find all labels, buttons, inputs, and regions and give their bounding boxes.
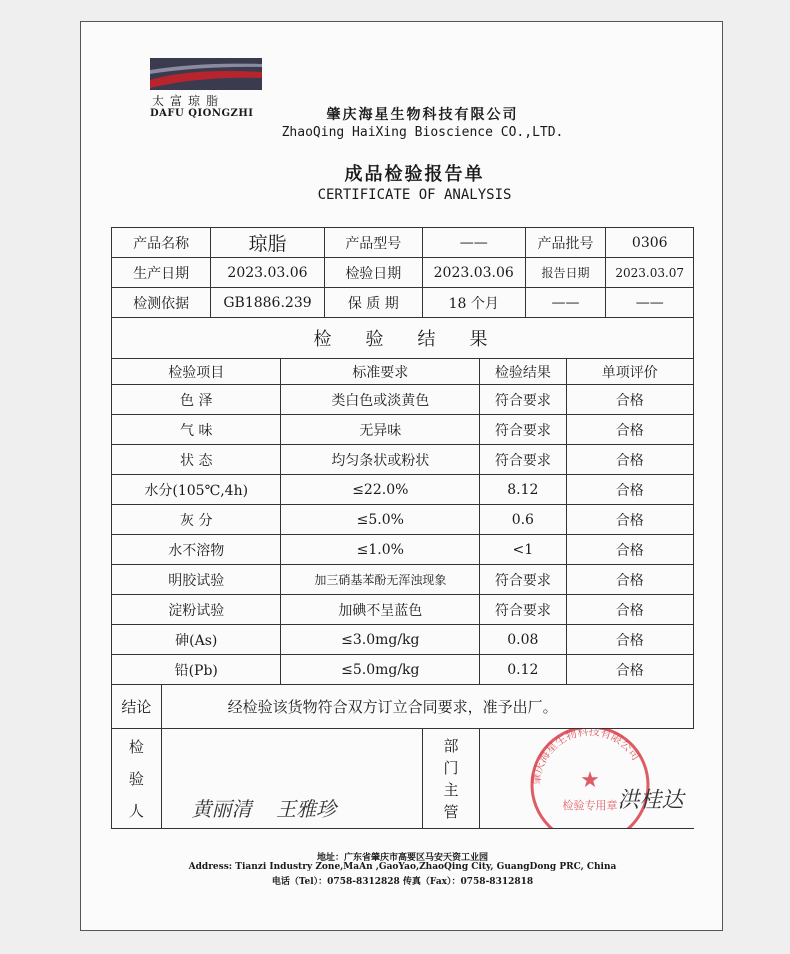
header-evaluation: 单项评价 (566, 359, 693, 385)
row-result: 符合要求 (480, 385, 566, 415)
model-value: —— (422, 228, 525, 258)
dept-label-char: 部 (443, 737, 459, 755)
stamp-text: 肇庆海星生物科技有限公司 (529, 725, 643, 786)
row-standard: ≤5.0mg/kg (281, 655, 480, 685)
row-item: 铅(Pb) (112, 655, 281, 685)
header-item: 检验项目 (112, 359, 281, 385)
dept-label-char: 主 (443, 781, 459, 799)
row-standard: 加三硝基苯酚无浑浊现象 (281, 565, 480, 595)
report-title-en: CERTIFICATE OF ANALYSIS (317, 187, 512, 203)
row-evaluation: 合格 (566, 565, 693, 595)
row-item: 水分(105℃,4h) (112, 475, 281, 505)
dept-label-char: 管 (443, 803, 459, 821)
signature-row (112, 729, 694, 829)
table-row (112, 385, 694, 415)
info-row-1 (112, 228, 694, 258)
row-standard: ≤22.0% (281, 475, 480, 505)
footer-address-cn: 地址：广东省肇庆市高要区马安天资工业园 (316, 853, 488, 863)
inspector-signature-2: 王雅珍 (276, 797, 337, 821)
table-row (112, 595, 694, 625)
test-date-value: 2023.03.06 (422, 258, 525, 288)
row-item: 灰 分 (112, 505, 281, 535)
prod-date-label: 生产日期 (112, 258, 211, 288)
conclusion-row (112, 685, 694, 729)
row-standard: ≤5.0% (281, 505, 480, 535)
table-row (112, 565, 694, 595)
batch-value: 0306 (606, 228, 694, 258)
stamp-subtext: 检验专用章 (562, 799, 618, 812)
certificate-paper (80, 21, 723, 931)
row-result: 符合要求 (480, 595, 566, 625)
table-row (112, 625, 694, 655)
footer-address-en: Address: Tianzi Industry Zone,MaAn ,GaoYao,ZhaoQing City, GuangDong PRC, China (188, 862, 617, 872)
shelf-label: 保 质 期 (324, 288, 422, 318)
row-item: 状 态 (112, 445, 281, 475)
blank-cell-1: —— (525, 288, 606, 318)
row-standard: ≤1.0% (281, 535, 480, 565)
analysis-table (111, 227, 694, 829)
row-result: 0.12 (480, 655, 566, 685)
row-item: 淀粉试验 (112, 595, 281, 625)
row-evaluation: 合格 (566, 445, 693, 475)
row-evaluation: 合格 (566, 415, 693, 445)
blank-cell-2: —— (606, 288, 694, 318)
dept-label (422, 729, 479, 829)
logo-graphic (150, 58, 262, 90)
conclusion-text: 经检验该货物符合双方订立合同要求，准予出厂。 (161, 685, 693, 729)
row-standard: 均匀条状或粉状 (281, 445, 480, 475)
info-row-2 (112, 258, 694, 288)
row-result: <1 (480, 535, 566, 565)
table-row (112, 655, 694, 685)
info-row-3 (112, 288, 694, 318)
row-item: 水不溶物 (112, 535, 281, 565)
row-standard: 类白色或淡黄色 (281, 385, 480, 415)
logo-en-text: DAFU QIONGZHI (150, 108, 254, 119)
footer-contact: 电话（Tel）：0758-8312828 传真（Fax）：0758-8312818 (271, 877, 534, 887)
table-row (112, 505, 694, 535)
dept-label-char: 门 (443, 759, 459, 777)
inspector-signature-1: 黄丽清 (191, 797, 252, 821)
product-name-value: 琼脂 (211, 228, 324, 258)
test-date-label: 检验日期 (324, 258, 422, 288)
row-result: 符合要求 (480, 445, 566, 475)
inspector-label (112, 729, 162, 829)
row-evaluation: 合格 (566, 475, 693, 505)
basis-value: GB1886.239 (211, 288, 324, 318)
report-date-label: 报告日期 (525, 258, 606, 288)
shelf-value: 18 个月 (422, 288, 525, 318)
model-label: 产品型号 (324, 228, 422, 258)
svg-text:★: ★ (580, 768, 601, 793)
results-header-row (112, 359, 694, 385)
table-row (112, 445, 694, 475)
row-evaluation: 合格 (566, 655, 693, 685)
results-title: 检验结果 (112, 318, 694, 359)
row-item: 气 味 (112, 415, 281, 445)
row-result: 符合要求 (480, 415, 566, 445)
row-standard: 无异味 (281, 415, 480, 445)
logo-cn-text: 太富琼脂 (152, 94, 225, 108)
conclusion-label: 结论 (112, 685, 162, 729)
inspector-label-char: 验 (128, 770, 144, 788)
row-item: 明胶试验 (112, 565, 281, 595)
manager-signature: 洪桂达 (617, 788, 684, 813)
inspector-signature-cell (161, 729, 422, 829)
company-name-cn: 肇庆海星生物科技有限公司 (326, 107, 519, 123)
results-title-row (112, 318, 694, 359)
prod-date-value: 2023.03.06 (211, 258, 324, 288)
row-item: 色 泽 (112, 385, 281, 415)
row-evaluation: 合格 (566, 535, 693, 565)
row-standard: ≤3.0mg/kg (281, 625, 480, 655)
inspector-label-char: 人 (128, 802, 144, 820)
product-name-label: 产品名称 (112, 228, 211, 258)
row-result: 0.08 (480, 625, 566, 655)
row-standard: 加碘不呈蓝色 (281, 595, 480, 625)
row-evaluation: 合格 (566, 625, 693, 655)
table-row (112, 475, 694, 505)
company-name-en: ZhaoQing HaiXing Bioscience CO.,LTD. (281, 125, 564, 140)
table-row (112, 415, 694, 445)
report-title-cn: 成品检验报告单 (344, 164, 485, 185)
row-item: 砷(As) (112, 625, 281, 655)
row-evaluation: 合格 (566, 505, 693, 535)
row-result: 0.6 (480, 505, 566, 535)
header-result: 检验结果 (480, 359, 566, 385)
batch-label: 产品批号 (525, 228, 606, 258)
manager-signature-cell (480, 725, 694, 829)
header-standard: 标准要求 (281, 359, 480, 385)
basis-label: 检测依据 (112, 288, 211, 318)
table-row (112, 535, 694, 565)
row-result: 符合要求 (480, 565, 566, 595)
row-evaluation: 合格 (566, 385, 693, 415)
row-result: 8.12 (480, 475, 566, 505)
inspector-label-char: 检 (128, 738, 144, 756)
row-evaluation: 合格 (566, 595, 693, 625)
report-date-value: 2023.03.07 (606, 258, 694, 288)
